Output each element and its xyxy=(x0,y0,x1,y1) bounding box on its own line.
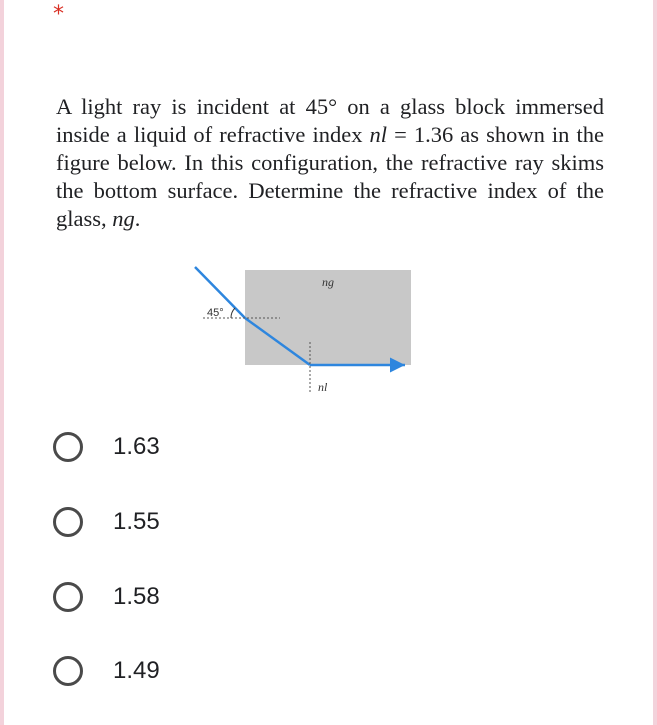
question-part2: = 1.36 as shown in the figure below. In this configuration, the refractive ray skims the bottom surface. Determine the refractive index of the glass, xyxy=(56,122,604,231)
angle-label: 45° xyxy=(207,307,224,319)
option-3[interactable] xyxy=(50,575,350,619)
liquid-label: nl xyxy=(318,380,328,394)
radio-circle-icon[interactable] xyxy=(53,432,83,462)
nl-symbol: nl xyxy=(369,122,388,147)
refraction-figure xyxy=(185,260,425,410)
radio-circle-icon[interactable] xyxy=(53,507,83,537)
option-label: 1.49 xyxy=(113,657,160,684)
required-marker: * xyxy=(53,2,64,27)
option-label: 1.58 xyxy=(113,583,160,610)
question-part3: . xyxy=(134,206,141,231)
option-label: 1.63 xyxy=(113,433,160,460)
option-2[interactable] xyxy=(50,500,350,544)
option-label: 1.55 xyxy=(113,508,160,535)
radio-circle-icon[interactable] xyxy=(53,582,83,612)
question-text xyxy=(56,93,604,233)
radio-circle-icon[interactable] xyxy=(53,656,83,686)
glass-label: ng xyxy=(322,275,334,289)
angle-arc xyxy=(231,308,235,318)
option-4[interactable] xyxy=(50,649,350,693)
question-part1: A light ray is incident at 45° on a glass block immersed inside a liquid of refractive index xyxy=(56,94,604,147)
option-1[interactable] xyxy=(50,425,350,469)
ng-symbol: ng xyxy=(112,206,135,231)
